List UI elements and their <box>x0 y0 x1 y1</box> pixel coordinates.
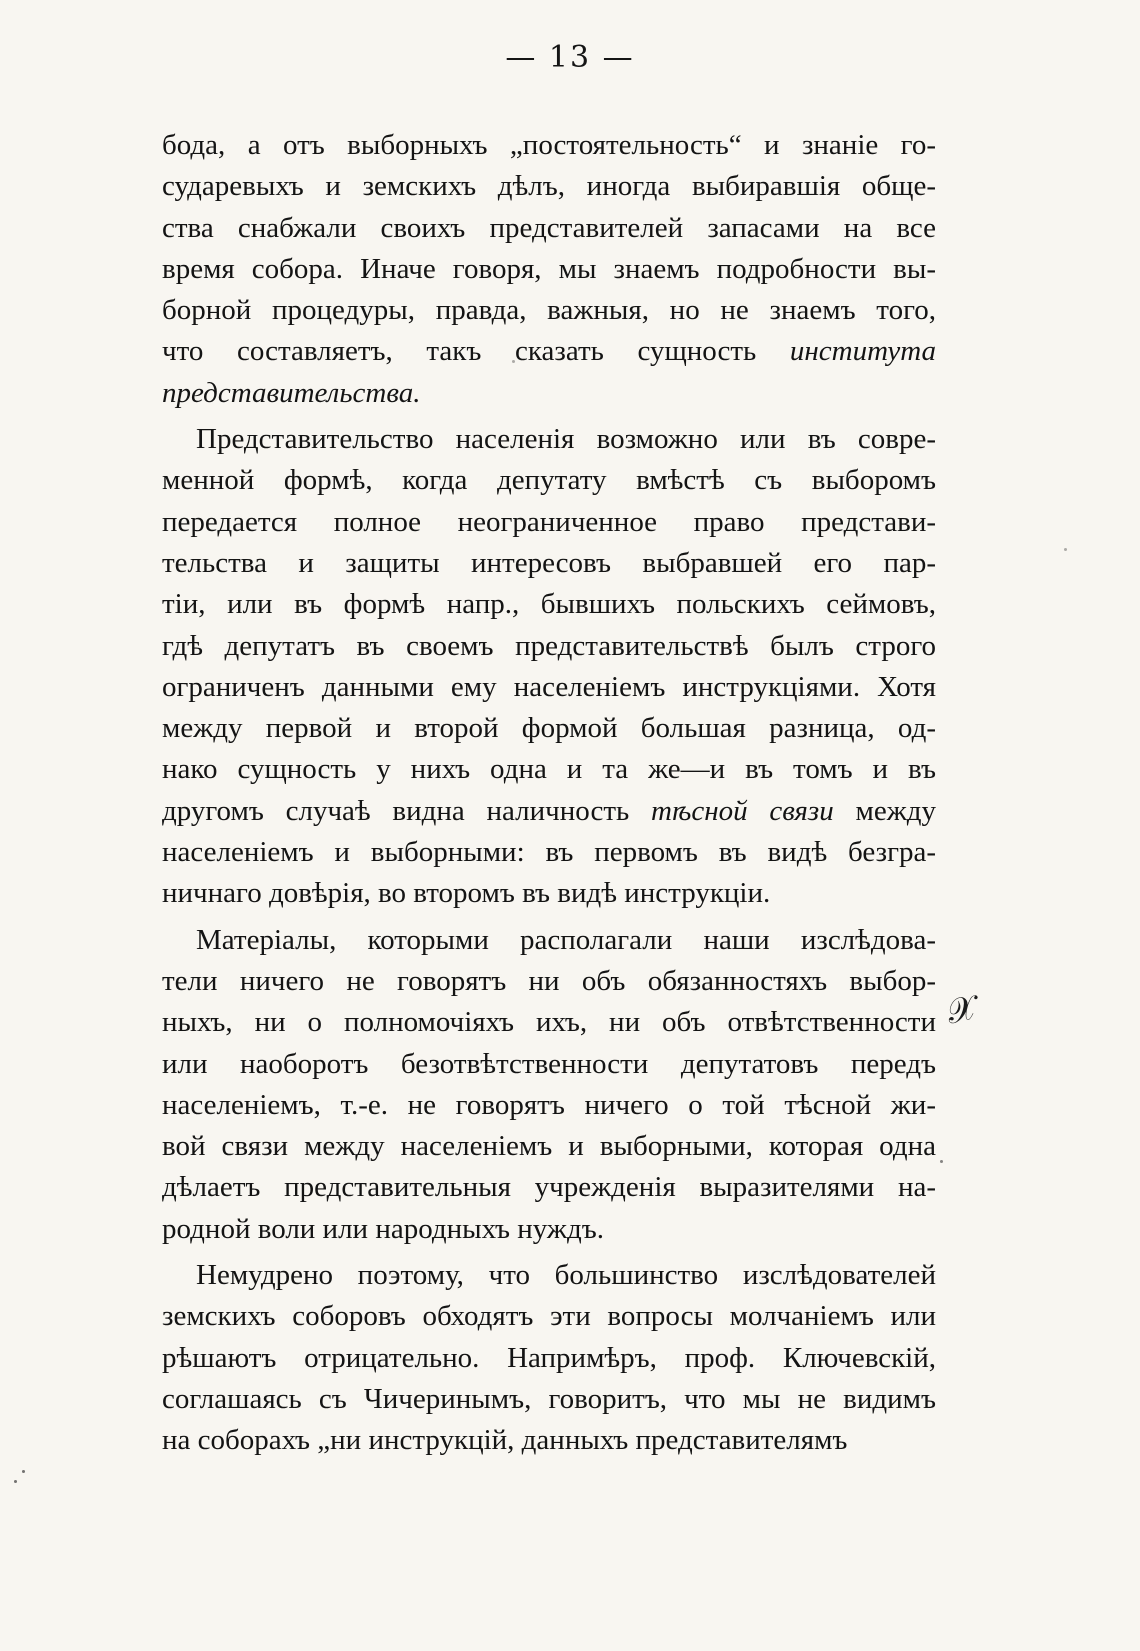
text-line <box>128 961 936 1002</box>
text-line <box>128 1167 936 1208</box>
paragraph <box>128 1255 936 1461</box>
text-run: время собора. Иначе говоря, мы знаемъ подробности вы- <box>162 252 936 285</box>
text-run: ограниченъ данными ему населеніемъ инструкціями. Хотя <box>162 670 936 703</box>
text-line <box>128 584 936 625</box>
text-line <box>128 1002 936 1043</box>
text-run: Представительство населенія возможно или въ совре- <box>196 423 936 456</box>
text-line <box>128 543 936 584</box>
text-line <box>128 667 936 708</box>
text-run: что составляетъ, такъ сказать сущность <box>162 335 790 368</box>
paragraph <box>128 125 936 414</box>
scan-speck <box>512 360 515 363</box>
text-run: соглашаясь съ Чичеринымъ, говоритъ, что мы не видимъ <box>162 1382 936 1415</box>
text-line <box>128 373 936 414</box>
text-run: ства снабжали своихъ представителей запасами на все <box>162 211 936 244</box>
text-run: Матеріалы, которыми располагали наши изслѣдова- <box>196 923 936 956</box>
text-line <box>128 208 936 249</box>
text-run: вой связи между населеніемъ и выборными, которая одна <box>162 1130 936 1163</box>
text-line <box>128 419 936 460</box>
italic-text: тѣсной связи <box>651 794 834 827</box>
text-line <box>128 125 936 166</box>
scan-speck <box>940 1160 943 1163</box>
text-run: ничнаго довѣрія, во второмъ въ видѣ инструкціи. <box>162 877 771 910</box>
text-line <box>128 1085 936 1126</box>
text-line <box>128 626 936 667</box>
text-line <box>128 1209 936 1250</box>
text-line <box>128 1338 936 1379</box>
text-run: тіи, или въ формѣ напр., бывшихъ польскихъ сеймовъ, <box>162 588 936 621</box>
scan-speck <box>1064 548 1067 551</box>
text-run: Немудрено поэтому, что большинство изслѣдователей <box>196 1259 936 1292</box>
text-run: гдѣ депутатъ въ своемъ представительствѣ былъ строго <box>162 629 936 662</box>
text-line <box>128 290 936 331</box>
text-run: ныхъ, ни о полномочіяхъ ихъ, ни объ отвѣтственности <box>162 1006 936 1039</box>
text-run: родной воли или народныхъ нуждъ. <box>162 1212 604 1245</box>
text-run: или наоборотъ безотвѣтственности депутатовъ передъ <box>162 1047 936 1080</box>
paragraph <box>128 920 936 1250</box>
text-run: тели ничего не говорятъ ни объ обязанностяхъ выбор- <box>162 964 936 997</box>
text-run: бода, а отъ выборныхъ „постоятельность“ и знаніе го- <box>162 129 936 161</box>
text-run: на соборахъ „ни инструкцій, данныхъ представителямъ <box>162 1424 848 1457</box>
text-line <box>128 1044 936 1085</box>
scan-speck <box>22 1470 25 1473</box>
text-line <box>128 708 936 749</box>
text-line <box>128 920 936 961</box>
text-line <box>128 331 936 372</box>
text-run: борной процедуры, правда, важныя, но не знаемъ того, <box>162 294 936 327</box>
text-run: между первой и второй формой большая разница, од- <box>162 712 936 745</box>
text-run: земскихъ соборовъ обходятъ эти вопросы молчаніемъ или <box>162 1300 936 1333</box>
text-line <box>128 832 936 873</box>
text-line <box>128 166 936 207</box>
text-line <box>128 791 936 832</box>
text-run: населеніемъ, т.-е. не говорятъ ничего о той тѣсной жи- <box>162 1088 936 1121</box>
paragraph <box>128 419 936 915</box>
text-run: дѣлаетъ представительныя учрежденія выразителями на- <box>162 1171 936 1204</box>
text-line <box>128 502 936 543</box>
scan-speck <box>14 1480 17 1483</box>
text-run: между <box>833 794 936 827</box>
text-run: тельства и защиты интересовъ выбравшей его пар- <box>162 546 936 579</box>
text-line <box>128 749 936 790</box>
text-line <box>128 1379 936 1420</box>
text-line <box>128 1126 936 1167</box>
italic-text: института <box>789 335 936 368</box>
text-line <box>128 1420 936 1461</box>
text-line <box>128 873 936 914</box>
page-number: — 13 — <box>505 40 635 75</box>
handwritten-margin-mark: 𝒳 <box>943 987 981 1033</box>
text-run: населеніемъ и выборными: въ первомъ въ видѣ безгра- <box>162 836 936 869</box>
text-run: сударевыхъ и земскихъ дѣлъ, иногда выбиравшія обще- <box>162 170 936 203</box>
body-text <box>128 125 936 1467</box>
text-line <box>128 249 936 290</box>
text-run: передается полное неограниченное право представи- <box>162 505 936 538</box>
text-run: другомъ случаѣ видна наличность <box>162 794 652 827</box>
text-run: менной формѣ, когда депутату вмѣстѣ съ выборомъ <box>162 464 936 497</box>
text-run: нако сущность у нихъ одна и та же—и въ томъ и въ <box>162 753 936 786</box>
text-line <box>128 1255 936 1296</box>
italic-text: представительства. <box>162 376 421 409</box>
text-line <box>128 460 936 501</box>
text-line <box>128 1296 936 1337</box>
text-run: рѣшаютъ отрицательно. Напримѣръ, проф. Ключевскій, <box>162 1341 936 1374</box>
